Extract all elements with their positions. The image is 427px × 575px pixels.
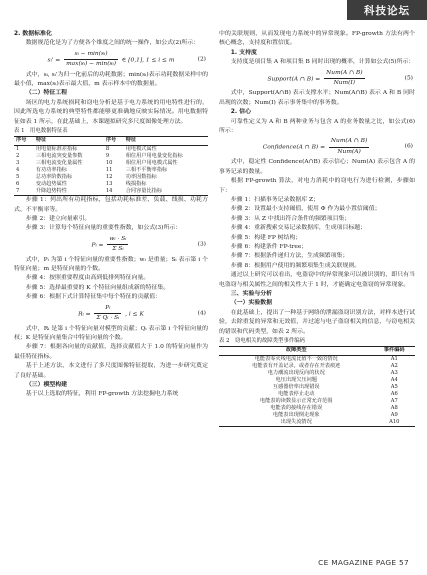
paragraph: 根据 FP-growth 算法，对电力消耗中的窃电行为进行检测，步骤如下： bbox=[219, 178, 415, 194]
table-header-row bbox=[219, 347, 415, 355]
table-cell: 电力潮流出现反向的状况 bbox=[267, 369, 325, 376]
section-heading: （二）特征工程 bbox=[25, 90, 68, 97]
table-cell: 有功功率指标 bbox=[35, 166, 67, 173]
formula-lhs: Rᵢ = bbox=[78, 311, 91, 318]
formula-3 bbox=[14, 234, 208, 256]
table-cell: A8 bbox=[390, 405, 398, 412]
table-row bbox=[14, 160, 208, 167]
formula-rhs: ∈ [0,1], 1 ≤ i ≤ m bbox=[121, 57, 175, 64]
paragraph: 基于以上选取的特征，利用 FP-growth 方法挖掘电力系统 bbox=[25, 391, 179, 398]
formula-denominator: Num(I) bbox=[333, 80, 356, 87]
table-cell: 5 bbox=[16, 173, 20, 180]
formula-number: (6) bbox=[404, 143, 413, 150]
section-heading: （三）模型构建 bbox=[25, 381, 68, 388]
table-row bbox=[219, 412, 415, 419]
paragraph: 步骤 1：列出所有功耗指标，包括功耗标准差、负载、线损、功耗方式、不平衡率等。 bbox=[14, 197, 208, 213]
paragraph: 步骤 6：根据下式计算特征集中每个特征的贡献值： bbox=[25, 294, 162, 301]
paragraph: 中的关联规则，从而发现电力系统中的异常现象。FP-growth 方法有两个核心概念，支持度和置信度。 bbox=[219, 31, 415, 47]
table-row bbox=[219, 377, 415, 384]
paragraph: 式中，稳定性 Confidence(A∩B) 表示信心；Num(A) 表示包含 A 的事务记录的数量。 bbox=[219, 159, 415, 175]
table-cell: A1 bbox=[390, 355, 398, 362]
table-cell: 14 bbox=[104, 188, 124, 196]
table-cell: 功率因数指标 bbox=[125, 173, 157, 180]
table-cell: 8 bbox=[105, 145, 110, 152]
formula-denominator: max(sᵢ) − min(sᵢ) bbox=[66, 61, 117, 68]
table-cell: 9 bbox=[105, 152, 110, 159]
step-item: 步骤 3：从 Z 中找出符合条件的频繁项目集； bbox=[230, 215, 351, 222]
table-cell: 三相不平衡率指标 bbox=[125, 166, 168, 173]
formula-lhs: Pᵢ = bbox=[91, 242, 104, 249]
table-cell: 6 bbox=[16, 181, 20, 188]
step-item: 步骤 6：构建条件 FP-tree； bbox=[230, 243, 308, 250]
table-cell: 13 bbox=[105, 181, 113, 188]
table-cell: 电能表出现倒走现象 bbox=[272, 412, 320, 419]
table-header: 故障类型 bbox=[219, 347, 374, 355]
table-cell: 电能表的读数显示正常允许范围 bbox=[259, 398, 333, 405]
table-cell: A6 bbox=[390, 390, 398, 397]
section-heading: （一）实验数据 bbox=[230, 300, 273, 307]
table-cell: A2 bbox=[390, 362, 398, 369]
table-row bbox=[14, 167, 208, 174]
feature-table bbox=[14, 136, 208, 196]
table-cell: 相位用户用电模式属性 bbox=[125, 159, 178, 166]
formula-denominator: Σ Sᵢ bbox=[112, 246, 124, 253]
right-column bbox=[219, 30, 415, 427]
section-heading: 2. 信心 bbox=[230, 109, 251, 116]
step-item: 步骤 1：扫描事务记录数据库 Z； bbox=[230, 196, 319, 203]
table-cell: 用电模式属性 bbox=[125, 145, 157, 152]
paragraph: 在此基础上，提出了一种基于网络的泄漏盗窃识别方法，对样本进行试验，去除重复的异常和无效值，并过滤与电子盗窃相关的信息，与窃电相关的错误和代码类型，如表 2 所示。 bbox=[219, 309, 415, 335]
table-header: 事件编码 bbox=[374, 347, 416, 355]
formula-numerator: sᵢ − min(sᵢ) bbox=[64, 50, 118, 60]
table-cell: 4 bbox=[16, 166, 20, 173]
formula-number: (4) bbox=[197, 309, 206, 316]
formula-numerator: Pᵢ bbox=[94, 304, 121, 314]
formula-fraction bbox=[107, 235, 128, 255]
table-cell: 升降趋势特性 bbox=[34, 188, 104, 196]
paragraph: 步骤 3：计算每个特征向量的重要性指数，如公式(3)所示： bbox=[25, 225, 182, 232]
step-item: 步骤 8：根据用户使用的频繁项集生成关联规则。 bbox=[230, 262, 361, 269]
table-cell: 合同容量比指标 bbox=[124, 188, 208, 196]
algorithm-steps bbox=[219, 196, 415, 271]
fault-code-table bbox=[219, 346, 415, 427]
table-cell: A10 bbox=[374, 419, 416, 427]
formula-fraction bbox=[329, 137, 369, 157]
formula-number: (3) bbox=[197, 241, 206, 248]
formula-fraction bbox=[324, 69, 364, 89]
formula-number: (5) bbox=[404, 74, 413, 81]
formula-2 bbox=[14, 49, 208, 71]
paragraph: 步骤 5：选择最重要的 K 个特征向量组成新的特征集。 bbox=[25, 284, 170, 291]
table-cell: 3 bbox=[16, 159, 20, 166]
formula-numerator: Num(A ∩ B) bbox=[329, 137, 369, 147]
section-heading: 2. 数据标准化 bbox=[14, 31, 52, 37]
step-item: 步骤 7：根据条件递归方法，生成频繁项集； bbox=[230, 253, 349, 260]
table-cell: 7 bbox=[14, 188, 34, 196]
formula-lhs: Confidence(A ∩ B) = bbox=[262, 144, 325, 151]
left-column bbox=[14, 30, 208, 400]
table-cell: 2 bbox=[16, 152, 20, 159]
step-item: 步骤 4：重新搜索交易记录数据库，生成项目标题； bbox=[230, 225, 367, 232]
table-header: 序号 bbox=[104, 137, 124, 145]
table-row bbox=[219, 419, 415, 427]
step-item: 步骤 5：构建 FP 树结构； bbox=[230, 234, 302, 241]
paragraph: 式中，sᵢ, sᵢ'为归一化前后的功耗数据；min(sᵢ)表示功耗数据采样中的最小值，max(sᵢ)表示最大值，m 表示样本中的数据量。 bbox=[14, 71, 208, 88]
formula-rhs: , i ≤ K bbox=[125, 311, 144, 318]
formula-denominator: Num(A) bbox=[337, 148, 361, 155]
page-footer: CE MAGAZINE PAGE 57 bbox=[318, 558, 409, 567]
table-row bbox=[219, 384, 415, 391]
formula-fraction bbox=[64, 50, 118, 70]
paragraph: 可靠性定义为 A 和 B 两种业务与包含 A 的业务数量之比，如公式(6)所示： bbox=[219, 118, 415, 135]
paragraph: 步骤 7：根据各向量的贡献值，选择贡献值大于 1.0 的特征向量作为最佳特征指标。 bbox=[14, 344, 208, 360]
paragraph: 场区的电力系统损耗和窃电分析是基于电力系统的用电特性进行的，因此所选电力系统的典型特性都能够更准确地反映实际情况。用电数据特征如表 1 所示，在此基础上，本课题拟研究多尺度图像处理方法。 bbox=[14, 99, 208, 125]
formula-number: (2) bbox=[197, 56, 206, 63]
paragraph: 式中，Pᵢ 为第 i 个特征向量的重要性指数；wᵢ 是重量；Sᵢ 表示第 i 个特征向量；m 是特征向量的个数。 bbox=[14, 256, 208, 273]
table-cell: 变动趋势属性 bbox=[35, 181, 67, 188]
table-cell: A7 bbox=[390, 398, 398, 405]
table-cell: 三相电流变化量属性 bbox=[35, 159, 83, 166]
table-row bbox=[219, 391, 415, 398]
table-header: 特征 bbox=[124, 137, 208, 145]
paragraph: 步骤 4：按照重要程度由高到低排列特征向量。 bbox=[25, 275, 150, 282]
formula-numerator: wᵢ · Sᵢ bbox=[107, 235, 128, 245]
table-cell: 用电量标准差指标 bbox=[35, 145, 78, 152]
table-cell: 12 bbox=[105, 173, 113, 180]
formula-5 bbox=[219, 68, 415, 90]
table-cell: 电能表有开盖记录，或者存在开表痕迹 bbox=[252, 362, 341, 369]
table-row bbox=[219, 363, 415, 370]
table-cell: 相位用户用电量变化指标 bbox=[125, 152, 183, 159]
table-row bbox=[14, 188, 208, 196]
paragraph: 支持度是项目集 A 和项目集 B 同时出现的概率，计算如公式(5)所示： bbox=[230, 59, 415, 66]
paragraph: 步骤 2：建立向量索引。 bbox=[25, 216, 91, 223]
formula-4 bbox=[14, 303, 208, 325]
formula-numerator: Num(A ∩ B) bbox=[324, 69, 364, 79]
paragraph: 通过以上研究可以看出，电盗窃中的异常现象可以被识别的，即只有当电盗窃与相关属性之间的相关性大于 1 时，才能确定电盗窃的异常现象。 bbox=[219, 272, 415, 288]
table-header: 序号 bbox=[14, 137, 34, 145]
table-cell: A9 bbox=[390, 412, 398, 419]
table-cell: 三相电流突变量参数 bbox=[35, 152, 83, 159]
table-cell: 总功率阶数指标 bbox=[35, 173, 73, 180]
table-cell: 10 bbox=[105, 159, 113, 166]
formula-fraction bbox=[94, 304, 121, 324]
formula-6 bbox=[219, 136, 415, 158]
section-heading: 三、实验与分析 bbox=[230, 290, 273, 297]
formula-lhs: Support(A ∩ B) = bbox=[267, 76, 321, 83]
table-row bbox=[14, 174, 208, 181]
table-cell: 出现失流情况 bbox=[219, 419, 374, 427]
table-cell: A3 bbox=[390, 369, 398, 376]
table-row bbox=[14, 153, 208, 160]
table-row bbox=[219, 355, 415, 363]
section-heading: 1. 支持度 bbox=[230, 49, 257, 56]
formula-denominator: Σ Qᵢ · Sᵢ bbox=[96, 315, 120, 322]
step-item: 步骤 2：设置最小支持阈值，使用 Φ 作为最小置信阈值； bbox=[230, 206, 381, 213]
table-caption: 表 1 用电数据特征表 bbox=[14, 128, 68, 135]
table-caption: 表 2 窃电相关的故障类型事件编码 bbox=[219, 338, 306, 344]
table-cell: 电压出现欠压问题 bbox=[275, 376, 317, 383]
table-cell: A5 bbox=[390, 383, 398, 390]
table-cell: 11 bbox=[105, 166, 113, 173]
table-cell: 电能表的接线存在错误 bbox=[270, 405, 323, 412]
table-row bbox=[219, 370, 415, 377]
table-cell: 电能表停止走动 bbox=[278, 390, 315, 397]
table-header: 特征 bbox=[34, 137, 104, 145]
table-header-row bbox=[14, 137, 208, 145]
table-cell: 互感器倍率出现错误 bbox=[272, 383, 320, 390]
table-cell: 1 bbox=[16, 145, 20, 152]
paragraph: 式中，Support(A∩B) 表示支撑水平；Num(A∩B) 表示 A 和 B 同时出现的次数；Num(I) 表示事务集中的事务数。 bbox=[219, 90, 415, 106]
table-cell: A4 bbox=[390, 376, 398, 383]
section-banner: 科技论坛 bbox=[347, 0, 427, 20]
table-cell: 线损指标 bbox=[125, 181, 147, 188]
paragraph: 数据规范化是为了方便各个维度之间的统一操作，如公式(2)所示： bbox=[25, 40, 200, 47]
table-cell: 电能表零火线电流比值不一致的情况 bbox=[254, 355, 338, 362]
table-row bbox=[14, 145, 208, 153]
paragraph: 基于上述方法，本文进行了多尺度图像特征提取，为进一步研究奠定了良好基础。 bbox=[14, 363, 208, 379]
formula-lhs: sᵢ' = bbox=[47, 57, 61, 64]
paragraph: 式中，Rᵢ 是第 i 个特征向量对模型的贡献；Qᵢ 表示第 i 个特征向量的权；K 是特征向量集合中特征向量的个数。 bbox=[14, 325, 208, 341]
